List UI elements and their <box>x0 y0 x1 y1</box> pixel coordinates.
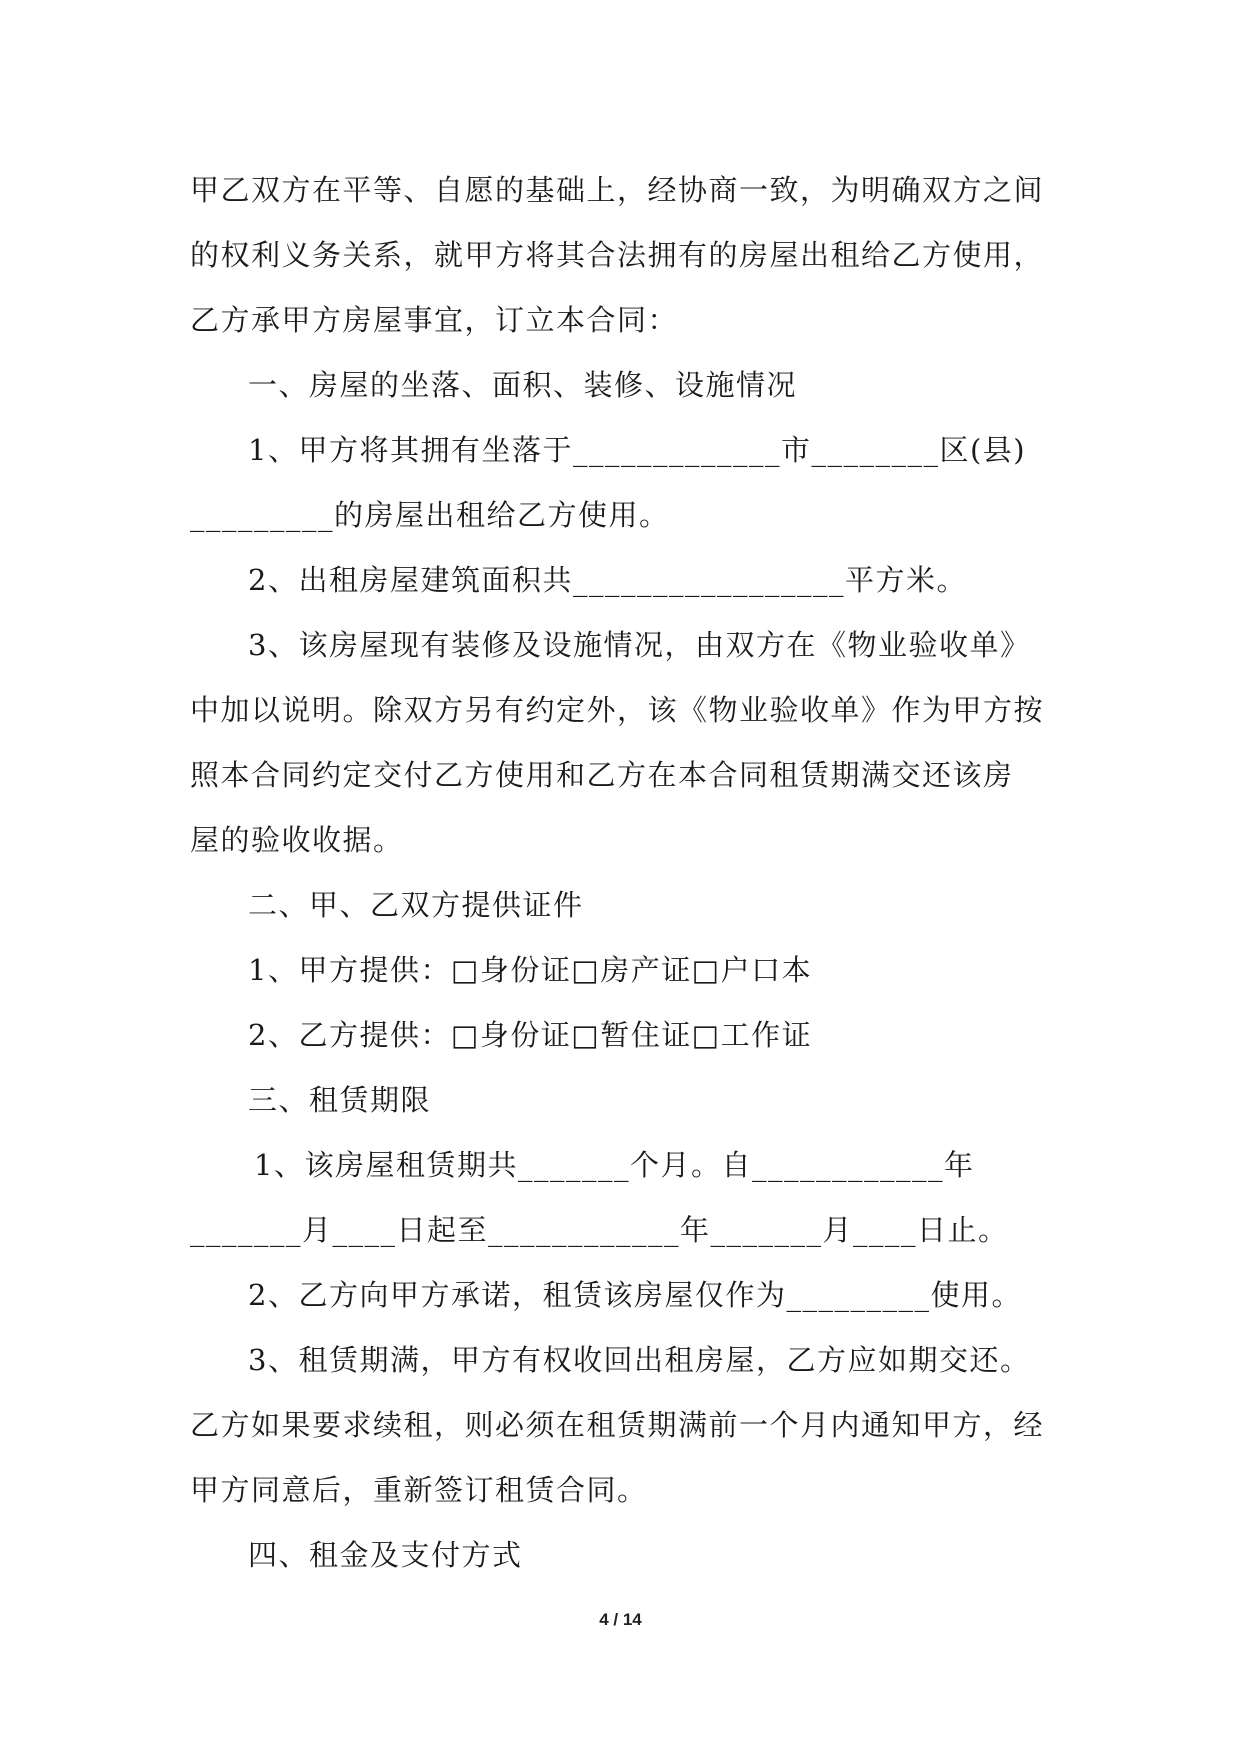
paragraph-line: 甲乙双方在平等、自愿的基础上，经协商一致，为明确双方之间 <box>190 173 1045 207</box>
clause-line: 2、乙方提供：□身份证□暂住证□工作证 <box>248 1018 813 1052</box>
clause-line: 1、该房屋租赁期共_______个月。自____________年 <box>254 1148 975 1182</box>
clause-line: 3、租赁期满，甲方有权收回出租房屋，乙方应如期交还。 <box>248 1343 1031 1377</box>
clause-line: 2、出租房屋建筑面积共_________________平方米。 <box>248 563 967 597</box>
clause-line: _________的房屋出租给乙方使用。 <box>190 498 670 532</box>
clause-line: 屋的验收收据。 <box>190 823 404 857</box>
document-body <box>190 158 1070 1588</box>
paragraph-line: 的权利义务关系，就甲方将其合法拥有的房屋出租给乙方使用， <box>190 238 1045 272</box>
paragraph-line: 乙方承甲方房屋事宜，订立本合同： <box>190 303 679 337</box>
clause-line: 乙方如果要求续租，则必须在租赁期满前一个月内通知甲方，经 <box>190 1408 1045 1442</box>
clause-line: 甲方同意后，重新签订租赁合同。 <box>190 1473 648 1507</box>
clause-line: 2、乙方向甲方承诺，租赁该房屋仅作为_________使用。 <box>248 1278 1022 1312</box>
page-number: 4 / 14 <box>599 1610 642 1629</box>
section-heading-2: 二、甲、乙双方提供证件 <box>248 888 584 922</box>
clause-line: 照本合同约定交付乙方使用和乙方在本合同租赁期满交还该房 <box>190 758 1014 792</box>
clause-line: 1、甲方提供：□身份证□房产证□户口本 <box>248 953 813 987</box>
clause-line: _______月____日起至____________年_______月____日止。 <box>190 1213 1009 1247</box>
clause-line: 1、甲方将其拥有坐落于_____________市________区(县) <box>248 433 1027 467</box>
clause-line: 中加以说明。除双方另有约定外，该《物业验收单》作为甲方按 <box>190 693 1045 727</box>
section-heading-4: 四、租金及支付方式 <box>248 1538 523 1572</box>
section-heading-1: 一、房屋的坐落、面积、装修、设施情况 <box>248 368 798 402</box>
clause-line: 3、该房屋现有装修及设施情况，由双方在《物业验收单》 <box>248 628 1031 662</box>
section-heading-3: 三、租赁期限 <box>248 1083 432 1117</box>
